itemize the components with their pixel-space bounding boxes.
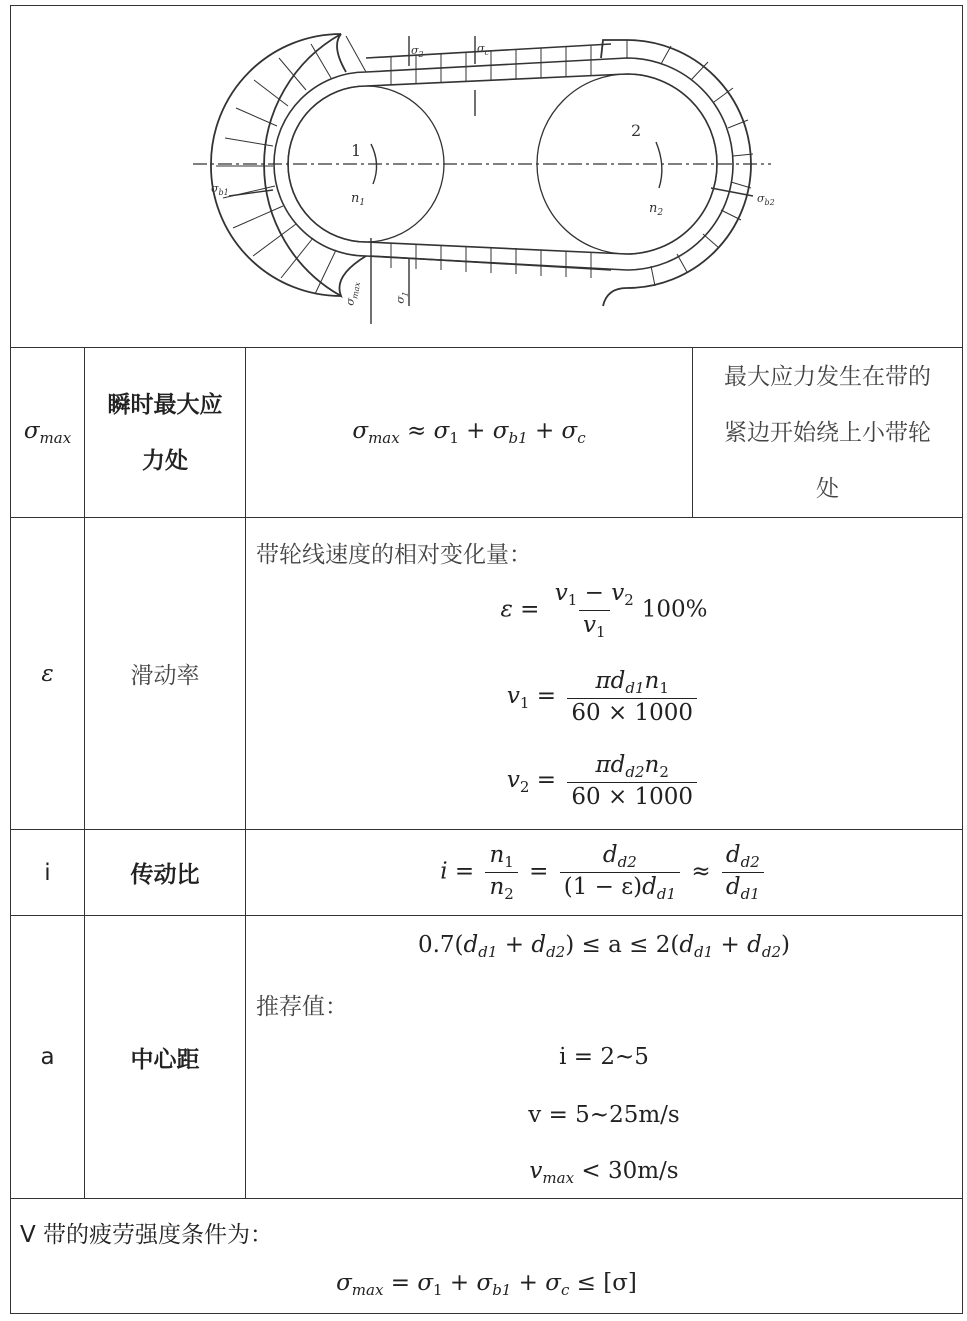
n1-label: $n_1$: [351, 191, 366, 208]
name-a: 中心距: [130, 1046, 200, 1073]
stress-envelope-right: [601, 40, 751, 306]
formula-epsilon: ε = $\frac{v_1 - v_2}{v_1}$ 100%: [500, 580, 708, 641]
sigmab1-label: $\sigma_{b1}$: [211, 182, 229, 197]
hatch-bottom-span: [391, 243, 591, 278]
rotation-arrow-2: [656, 142, 662, 188]
belt-stress-diagram: [11, 6, 962, 347]
pulley-2-label: 2: [631, 121, 642, 140]
sigmamax-label: $\sigma_{max}$: [343, 281, 363, 307]
pulley-1-label: 1: [351, 141, 362, 160]
sigmac-label: $\sigma_c$: [477, 42, 489, 57]
formula-v2: $v_2$ = $\frac{\pi d_{d2}n_2}{60 \times 1000}$: [246, 752, 962, 810]
rec-vmax: $v_{max} < 30m/s$: [529, 1158, 679, 1187]
formula-a-range: $0.7(d_{d1} + d_{d2}) \le a \le 2(d_{d1} + d_{d2})$: [417, 932, 790, 961]
name-i: 传动比: [130, 862, 200, 888]
rec-i: i = 2~5: [559, 1044, 649, 1070]
stress-envelope-arc: [211, 34, 341, 296]
name-epsilon: 滑动率: [130, 663, 200, 689]
symbol-sigma-max: $\sigma_{max}$: [23, 418, 72, 447]
name-sigma-max: 瞬时最大应 力处: [107, 391, 223, 474]
footer-formula: $\sigma_{max} = \sigma_1 + \sigma_{b1} + \sigma_c \le [\sigma]$: [336, 1270, 637, 1299]
formula-epsilon-cell: [246, 518, 962, 829]
epsilon-intro: 带轮线速度的相对变化量：: [256, 542, 532, 568]
note-sigma-max: 最大应力发生在带的 紧边开始绕上小带轮 处: [724, 363, 931, 502]
belt-stress-svg: [11, 6, 962, 347]
sigma1-label: $\sigma_1$: [393, 290, 411, 305]
symbol-epsilon: ε: [41, 660, 54, 687]
rec-v: v = 5~25m/s: [528, 1102, 680, 1128]
sigma2-label: $\sigma_2$: [411, 44, 424, 59]
sigmab2-arrow: [711, 188, 753, 196]
rule: [10, 1198, 963, 1199]
formula-v1: $v_1$ = $\frac{\pi d_{d1}n_1}{60 \times 1000}$: [246, 668, 962, 726]
formula-a-cell: [246, 916, 962, 1198]
formula-i: i = $\frac{n_1}{n_2}$ = $\frac{d_{d2}}{(1 - \varepsilon)d_{d1}}$ ≈ $\frac{d_{d2}}{d_{d1}}$: [246, 830, 962, 915]
footer-title: V 带的疲劳强度条件为：: [20, 1222, 274, 1248]
n2-label: $n_2$: [649, 201, 664, 218]
formula-sigma-max: $\sigma_{max} \approx \sigma_1 + \sigma_{b1} + \sigma_c$: [352, 418, 586, 447]
recommend-label: 推荐值：: [256, 994, 348, 1020]
sigmab2-label: $\sigma_{b2}$: [757, 192, 775, 207]
symbol-i: i: [44, 859, 51, 886]
symbol-a: a: [40, 1044, 55, 1070]
